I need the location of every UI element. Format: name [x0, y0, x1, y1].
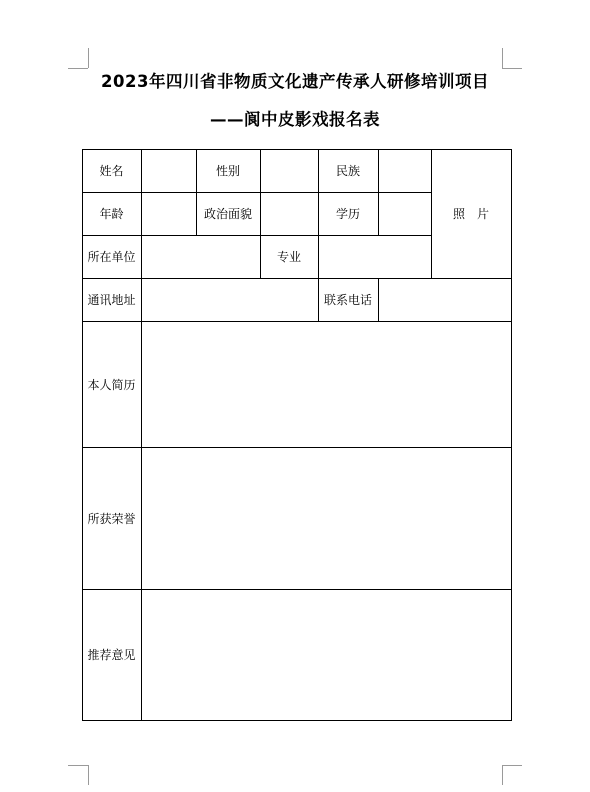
crop-mark-top-left-v: [88, 48, 89, 68]
address-label: 通讯地址: [87, 293, 136, 307]
age-label: 年龄: [99, 207, 124, 221]
table-border-bottom: [82, 720, 512, 721]
specialty-field[interactable]: [319, 236, 431, 278]
address-field[interactable]: [142, 279, 318, 321]
ethnicity-label: 民族: [335, 164, 360, 178]
gender-field[interactable]: [261, 150, 318, 192]
education-field[interactable]: [379, 193, 431, 235]
honors-field[interactable]: [142, 448, 511, 589]
crop-mark-bottom-left-h: [68, 765, 88, 766]
document-title: 2023年四川省非物质文化遗产传承人研修培训项目: [101, 72, 489, 91]
crop-mark-bottom-left-v: [88, 765, 89, 785]
honors-label: 所获荣誉: [87, 511, 136, 526]
crop-mark-bottom-right-h: [502, 765, 522, 766]
crop-mark-bottom-right-v: [502, 765, 503, 785]
crop-mark-top-right-v: [502, 48, 503, 68]
specialty-label: 专业: [276, 250, 301, 264]
resume-field[interactable]: [142, 322, 511, 447]
gender-label: 性别: [215, 164, 240, 178]
employer-field[interactable]: [142, 236, 260, 278]
recommendation-label: 推荐意见: [87, 648, 136, 662]
name-label: 姓名: [99, 164, 124, 178]
photo-box[interactable]: 照 片: [452, 207, 489, 221]
political-status-field[interactable]: [261, 193, 318, 235]
age-field[interactable]: [142, 193, 196, 235]
table-border-right: [511, 149, 512, 721]
ethnicity-field[interactable]: [379, 150, 431, 192]
phone-field[interactable]: [379, 279, 511, 321]
name-field[interactable]: [142, 150, 196, 192]
phone-label: 联系电话: [323, 293, 372, 307]
resume-label: 本人简历: [87, 377, 136, 392]
document-subtitle: ——阆中皮影戏报名表: [210, 110, 380, 129]
education-label: 学历: [335, 207, 360, 221]
political-status-label: 政治面貌: [203, 207, 252, 221]
recommendation-field[interactable]: [142, 590, 511, 720]
employer-label: 所在单位: [87, 250, 136, 264]
